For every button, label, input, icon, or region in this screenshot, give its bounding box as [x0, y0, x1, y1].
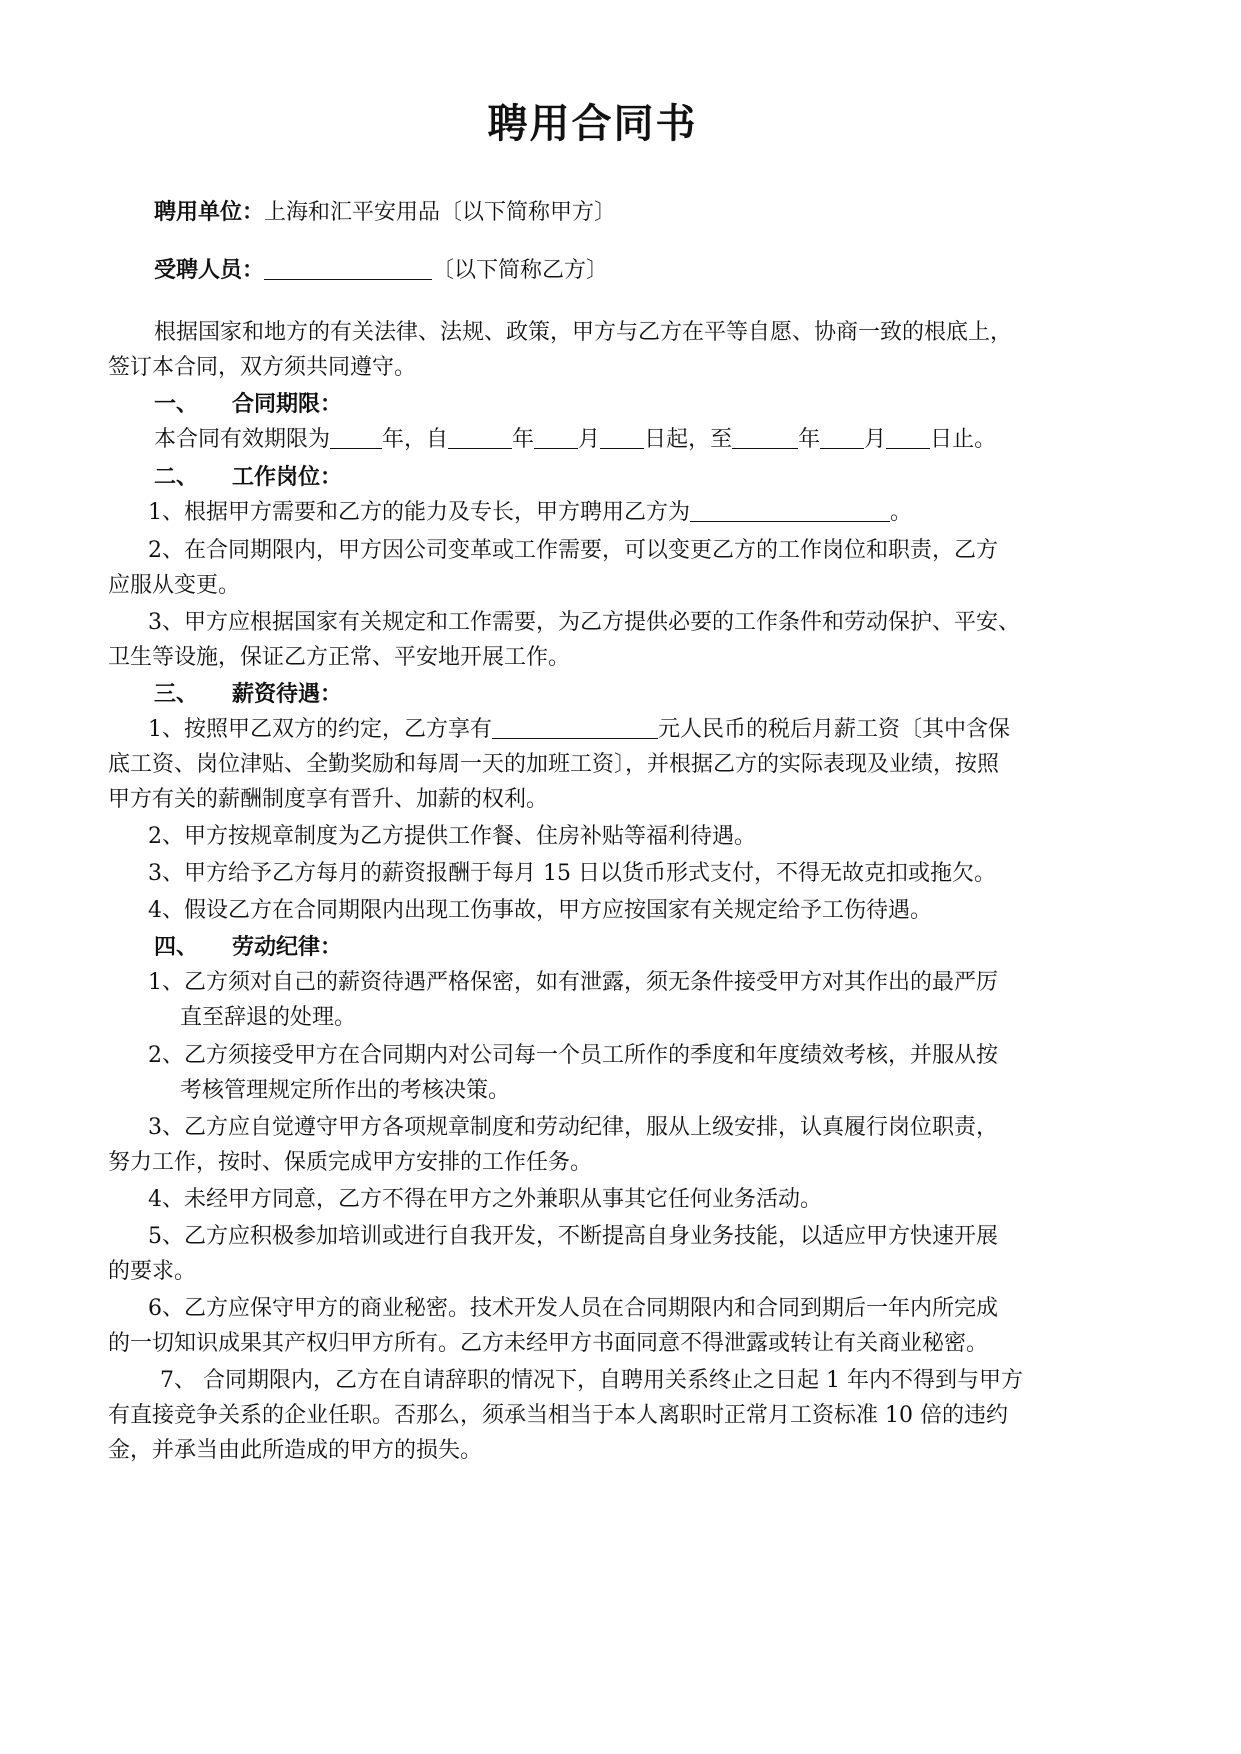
discipline-item-1-line-1: 1、乙方须对自己的薪资待遇严格保密，如有泄露，须无条件接受甲方对其作出的最严厉 — [148, 970, 998, 995]
start-month-label: 月 — [578, 427, 601, 452]
section-4-number: 四、 — [154, 935, 199, 960]
section-1-title: 合同期限： — [232, 392, 343, 417]
position-item-1-text: 1、根据甲方需要和乙方的能力及专长，甲方聘用乙方为 — [148, 500, 690, 525]
position-item-2-line-2: 应服从变更。 — [108, 573, 241, 598]
salary-item-4: 4、假设乙方在合同期限内出现工伤事故，甲方应按国家有关规定给予工伤待遇。 — [148, 898, 932, 923]
salary-item-1-text-end: 元人民币的税后月薪工资〔其中含保 — [658, 717, 1011, 742]
section-2-number: 二、 — [154, 465, 199, 490]
position-item-3-line-1: 3、甲方应根据国家有关规定和工作需要，为乙方提供必要的工作条件和劳动保护、平安、 — [148, 610, 1021, 635]
position-item-1 — [148, 498, 912, 528]
discipline-item-2-line-1: 2、乙方须接受甲方在合同期内对公司每一个员工所作的季度和年度绩效考核，并服从按 — [148, 1043, 998, 1068]
salary-item-1-text: 1、按照甲乙双方的约定，乙方享有 — [148, 717, 492, 742]
start-month-blank[interactable] — [534, 426, 578, 449]
term-years-blank[interactable] — [330, 426, 382, 449]
section-2-heading — [154, 463, 342, 493]
section-1-number: 一、 — [154, 392, 199, 417]
term-line — [154, 425, 996, 455]
salary-item-3: 3、甲方给予乙方每月的薪资报酬于每月 15 日以货币形式支付，不得无故克扣或拖欠。 — [148, 861, 996, 886]
employer-line — [154, 198, 616, 228]
position-item-2-line-1: 2、在合同期限内，甲方因公司变革或工作需要，可以变更乙方的工作岗位和职责，乙方 — [148, 538, 998, 563]
discipline-item-7-line-2: 有直接竞争关系的企业任职。否那么，须承当相当于本人离职时正常月工资标准 10 倍的违约 — [108, 1403, 1008, 1428]
employer-value: 上海和汇平安用品〔以下简称甲方〕 — [264, 200, 617, 225]
end-year-blank[interactable] — [732, 426, 798, 449]
employee-suffix: 〔以下简称乙方〕 — [432, 258, 609, 283]
section-2-title: 工作岗位： — [232, 465, 343, 490]
salary-item-2: 2、甲方按规章制度为乙方提供工作餐、住房补贴等福利待遇。 — [148, 824, 756, 849]
discipline-item-1-line-2: 直至辞退的处理。 — [180, 1005, 357, 1030]
salary-item-1-line-1 — [148, 715, 1010, 745]
section-4-heading — [154, 933, 342, 963]
discipline-item-3-line-1: 3、乙方应自觉遵守甲方各项规章制度和劳动纪律，服从上级安排，认真履行岗位职责， — [148, 1115, 998, 1140]
employee-line — [154, 256, 608, 286]
start-day-blank[interactable] — [600, 426, 644, 449]
job-title-blank[interactable] — [690, 499, 890, 522]
intro-line-2: 签订本合同，双方须共同遵守。 — [108, 355, 417, 380]
term-prefix: 本合同有效期限为 — [154, 427, 331, 452]
discipline-item-5-line-1: 5、乙方应积极参加培训或进行自我开发，不断提高自身业务技能，以适应甲方快速开展 — [148, 1224, 998, 1249]
salary-amount-blank[interactable] — [492, 716, 658, 739]
discipline-item-7-line-3: 金，并承当由此所造成的甲方的损失。 — [108, 1438, 483, 1463]
document-title: 聘用合同书 — [487, 101, 698, 147]
discipline-item-5-line-2: 的要求。 — [108, 1259, 197, 1284]
discipline-item-2-line-2: 考核管理规定所作出的考核决策。 — [180, 1078, 511, 1103]
employee-label: 受聘人员： — [154, 258, 265, 283]
discipline-item-6-line-1: 6、乙方应保守甲方的商业秘密。技术开发人员在合同期限内和合同到期后一年内所完成 — [148, 1296, 998, 1321]
term-year-label: 年，自 — [382, 427, 449, 452]
end-year-label: 年 — [798, 427, 821, 452]
employee-name-blank[interactable] — [264, 257, 432, 280]
end-day-blank[interactable] — [886, 426, 930, 449]
position-item-3-line-2: 卫生等设施，保证乙方正常、平安地开展工作。 — [108, 645, 571, 670]
section-3-title: 薪资待遇： — [232, 682, 343, 707]
discipline-item-7-line-1: 7、 合同期限内，乙方在自请辞职的情况下，自聘用关系终止之日起 1 年内不得到与甲方 — [160, 1368, 1023, 1393]
end-month-blank[interactable] — [820, 426, 864, 449]
section-1-heading — [154, 390, 342, 420]
start-day-label: 日起，至 — [644, 427, 733, 452]
salary-item-1-line-2: 底工资、岗位津贴、全勤奖励和每周一天的加班工资〕，并根据乙方的实际表现及业绩，按照 — [108, 752, 1000, 777]
discipline-item-6-line-2: 的一切知识成果其产权归甲方所有。乙方未经甲方书面同意不得泄露或转让有关商业秘密。 — [108, 1331, 989, 1356]
end-month-label: 月 — [864, 427, 887, 452]
discipline-item-3-line-2: 努力工作，按时、保质完成甲方安排的工作任务。 — [108, 1150, 593, 1175]
start-year-label: 年 — [512, 427, 535, 452]
salary-item-1-line-3: 甲方有关的薪酬制度享有晋升、加薪的权利。 — [108, 787, 549, 812]
section-4-title: 劳动纪律： — [232, 935, 343, 960]
discipline-item-4: 4、未经甲方同意，乙方不得在甲方之外兼职从事其它任何业务活动。 — [148, 1187, 822, 1212]
section-3-heading — [154, 680, 342, 710]
start-year-blank[interactable] — [448, 426, 512, 449]
end-day-label: 日止。 — [930, 427, 997, 452]
employer-label: 聘用单位： — [154, 200, 265, 225]
position-item-1-end: 。 — [890, 500, 913, 525]
section-3-number: 三、 — [154, 682, 199, 707]
intro-line-1: 根据国家和地方的有关法律、法规、政策，甲方与乙方在平等自愿、协商一致的根底上， — [154, 320, 1013, 345]
